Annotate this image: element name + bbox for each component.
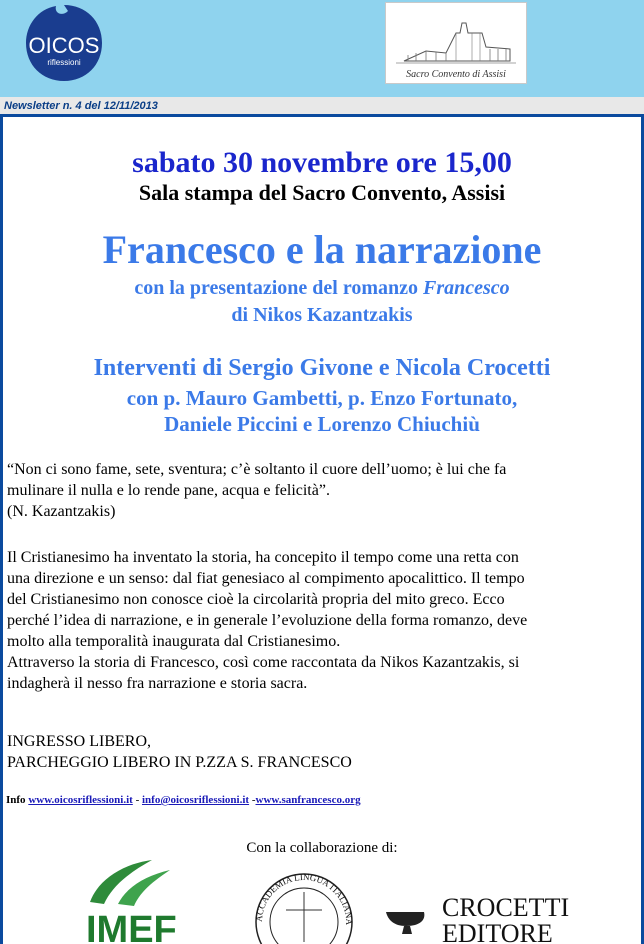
paragraph-line: Attraverso la storia di Francesco, così come raccontata da Nikos Kazantzakis, si [7,654,520,671]
speakers-line-1: Interventi di Sergio Givone e Nicola Crocetti [93,355,551,381]
paragraph-line: una direzione e un senso: dal fiat genesiaco al compimento apocalittico. Il tempo [7,570,525,587]
speakers-line-2: con p. Mauro Gambetti, p. Enzo Fortunato, [126,386,518,410]
event-title: Francesco e la narrazione [102,227,542,272]
quote-line: mulinare il nulla e lo rende pane, acqua e felicità”. [7,482,330,499]
collaboration-label: Con la collaborazione di: [246,840,398,856]
accademia-logo-text: ACCADEMIA LINGUA ITALIANA [253,871,355,926]
crocetti-editore-logo [384,890,574,944]
event-subtitle [0,277,644,300]
subtitle-book: Francesco [423,277,510,299]
paragraph-line: perché l’idea di narrazione, e in generale l’evoluzione della forma romanzo, deve [7,612,528,629]
description-paragraph [7,547,637,694]
imef-logo-text: IMEF [86,909,177,944]
accademia-logo [244,862,364,944]
entry-notes [7,731,637,773]
free-parking-note: PARCHEGGIO LIBERO IN P.ZZA S. FRANCESCO [7,754,352,771]
info-separator: - [249,794,256,806]
paragraph-line: indagherà il nesso fra narrazione e storia sacra. [7,675,308,692]
event-date: sabato 30 novembre ore 15,00 [132,146,512,179]
crocetti-logo-line2: EDITORE [442,919,553,944]
info-line [6,794,361,806]
paragraph-line: Il Cristianesimo ha inventato la storia, ha concepito il tempo come una retta con [7,549,519,566]
paragraph-line: del Cristianesimo non conosce cioè la circolarità propria del mito greco. Ecco [7,591,505,608]
quote-line: “Non ci sono fame, sete, sventura; c’è soltanto il cuore dell’uomo; è lui che fa [7,461,507,478]
info-separator: - [132,794,142,806]
crocetti-logo-line1: CROCETTI [442,893,570,922]
header-banner [0,0,644,97]
paragraph-line: molto alla temporalità inaugurata dal Cristianesimo. [7,633,341,650]
newsletter-bar [0,97,644,117]
speakers-line-3: Daniele Piccini e Lorenzo Chiuchiù [164,412,480,436]
quote-block [7,459,637,522]
oicos-logo-name: OICOS [28,33,100,58]
oicos-website-link[interactable]: www.oicosriflessioni.it [28,794,133,806]
oicos-email-link[interactable]: info@oicosriflessioni.it [141,794,250,806]
event-venue: Sala stampa del Sacro Convento, Assisi [138,180,506,205]
convento-caption: Sacro Convento di Assisi [406,69,506,80]
info-label: Info [6,794,29,806]
sanfrancesco-website-link[interactable]: www.sanfrancesco.org [255,794,361,806]
subtitle-prefix: con la presentazione del romanzo [134,277,423,299]
imef-logo [78,858,188,944]
oicos-logo-tagline: riflessioni [47,58,81,67]
sacro-convento-logo [385,2,527,84]
oicos-logo [24,3,104,81]
newsletter-label: Newsletter n. 4 del 12/11/2013 [4,100,158,112]
free-entry-note: INGRESSO LIBERO, [7,733,152,750]
quote-attribution: (N. Kazantzakis) [7,503,116,520]
event-author: di Nikos Kazantzakis [231,304,413,326]
